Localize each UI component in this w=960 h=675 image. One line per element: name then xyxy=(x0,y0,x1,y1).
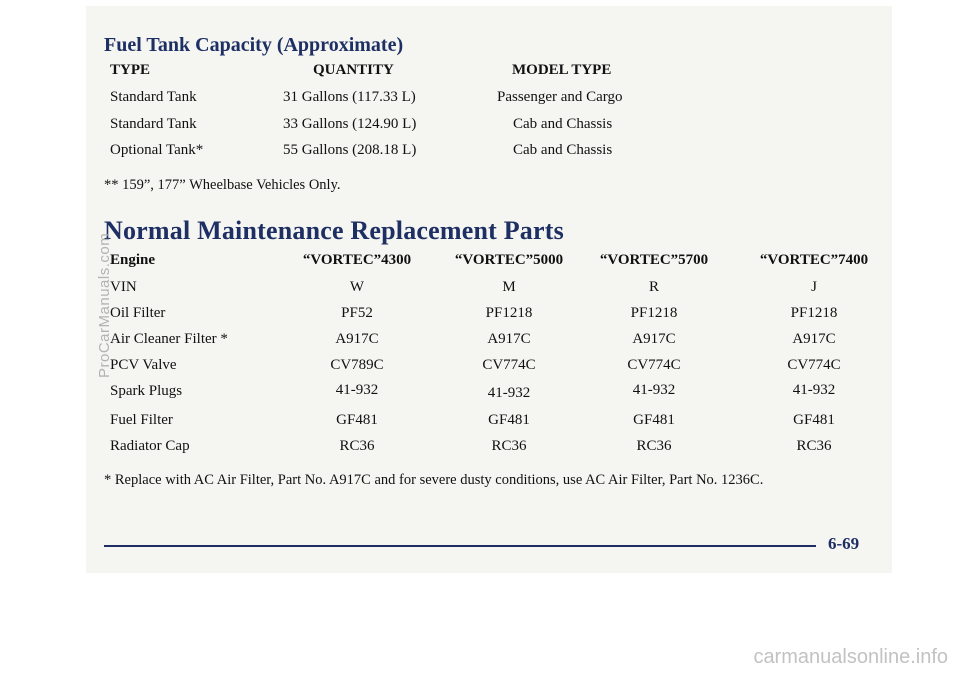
maint-row-label: PCV Valve xyxy=(110,357,177,373)
maint-cell: A917C xyxy=(792,331,836,347)
maint-cell: PF1218 xyxy=(485,305,533,321)
maint-header-vortec-5700: “VORTEC”5700 xyxy=(599,252,709,268)
maint-cell: 41-932 xyxy=(335,382,379,398)
fuel-row-3-type: Optional Tank* xyxy=(110,142,204,158)
maint-row-label: Oil Filter xyxy=(110,305,166,321)
maint-cell: 41-932 xyxy=(487,385,531,401)
maint-cell: CV774C xyxy=(482,357,536,373)
maint-header-engine: Engine xyxy=(110,252,156,268)
air-filter-note: * Replace with AC Air Filter, Part No. A917C and for severe dusty conditions, use AC Air Filter, Part No. 1236C. xyxy=(104,472,764,488)
maint-row-label: Fuel Filter xyxy=(110,412,173,428)
maint-cell: RC36 xyxy=(636,438,672,454)
maint-cell: 41-932 xyxy=(632,382,676,398)
fuel-row-3-model: Cab and Chassis xyxy=(513,142,613,158)
maint-cell: A917C xyxy=(335,331,379,347)
maint-row-label: VIN xyxy=(110,279,137,295)
maint-cell: 41-932 xyxy=(792,382,836,398)
fuel-row-1-type: Standard Tank xyxy=(110,89,197,105)
maint-header-vortec-4300: “VORTEC”4300 xyxy=(302,252,412,268)
maintenance-heading: Normal Maintenance Replacement Parts xyxy=(104,216,564,245)
maint-cell: RC36 xyxy=(491,438,527,454)
fuel-tank-heading: Fuel Tank Capacity (Approximate) xyxy=(104,34,404,56)
fuel-row-2-type: Standard Tank xyxy=(110,116,197,132)
maint-row-label: Air Cleaner Filter * xyxy=(110,331,228,347)
maint-cell: PF52 xyxy=(341,305,373,321)
fuel-row-2-quantity: 33 Gallons (124.90 L) xyxy=(283,116,417,132)
maint-cell: A917C xyxy=(487,331,531,347)
fuel-row-3-quantity: 55 Gallons (208.18 L) xyxy=(283,142,417,158)
maint-cell: RC36 xyxy=(796,438,832,454)
maint-cell: GF481 xyxy=(336,412,378,428)
fuel-row-1-model: Passenger and Cargo xyxy=(497,89,623,105)
fuel-header-model-type: MODEL TYPE xyxy=(512,62,612,78)
maint-cell: J xyxy=(811,279,817,295)
maint-cell: CV774C xyxy=(787,357,841,373)
maint-cell: R xyxy=(648,279,660,295)
maint-cell: RC36 xyxy=(339,438,375,454)
maint-cell: CV789C xyxy=(330,357,384,373)
fuel-header-type: TYPE xyxy=(110,62,151,78)
maint-cell: PF1218 xyxy=(630,305,678,321)
fuel-row-1-quantity: 31 Gallons (117.33 L) xyxy=(283,89,416,105)
maint-header-vortec-7400: “VORTEC”7400 xyxy=(759,252,869,268)
fuel-row-2-model: Cab and Chassis xyxy=(513,116,613,132)
maint-cell: M xyxy=(502,279,516,295)
maint-row-label: Radiator Cap xyxy=(110,438,190,454)
footer-rule xyxy=(104,545,816,547)
side-watermark: ProCarManuals.com xyxy=(96,232,113,378)
fuel-note: ** 159”, 177” Wheelbase Vehicles Only. xyxy=(104,177,341,193)
maint-cell: GF481 xyxy=(488,412,530,428)
maint-cell: CV774C xyxy=(627,357,681,373)
maint-header-vortec-5000: “VORTEC”5000 xyxy=(454,252,564,268)
maint-cell: A917C xyxy=(632,331,676,347)
footer-watermark: carmanualsonline.info xyxy=(753,646,948,668)
maint-cell: W xyxy=(349,279,365,295)
maint-row-label: Spark Plugs xyxy=(110,383,183,399)
maint-cell: PF1218 xyxy=(790,305,838,321)
fuel-header-quantity: QUANTITY xyxy=(313,62,394,78)
maint-cell: GF481 xyxy=(633,412,675,428)
maint-cell: GF481 xyxy=(793,412,835,428)
page-number: 6-69 xyxy=(828,534,860,553)
